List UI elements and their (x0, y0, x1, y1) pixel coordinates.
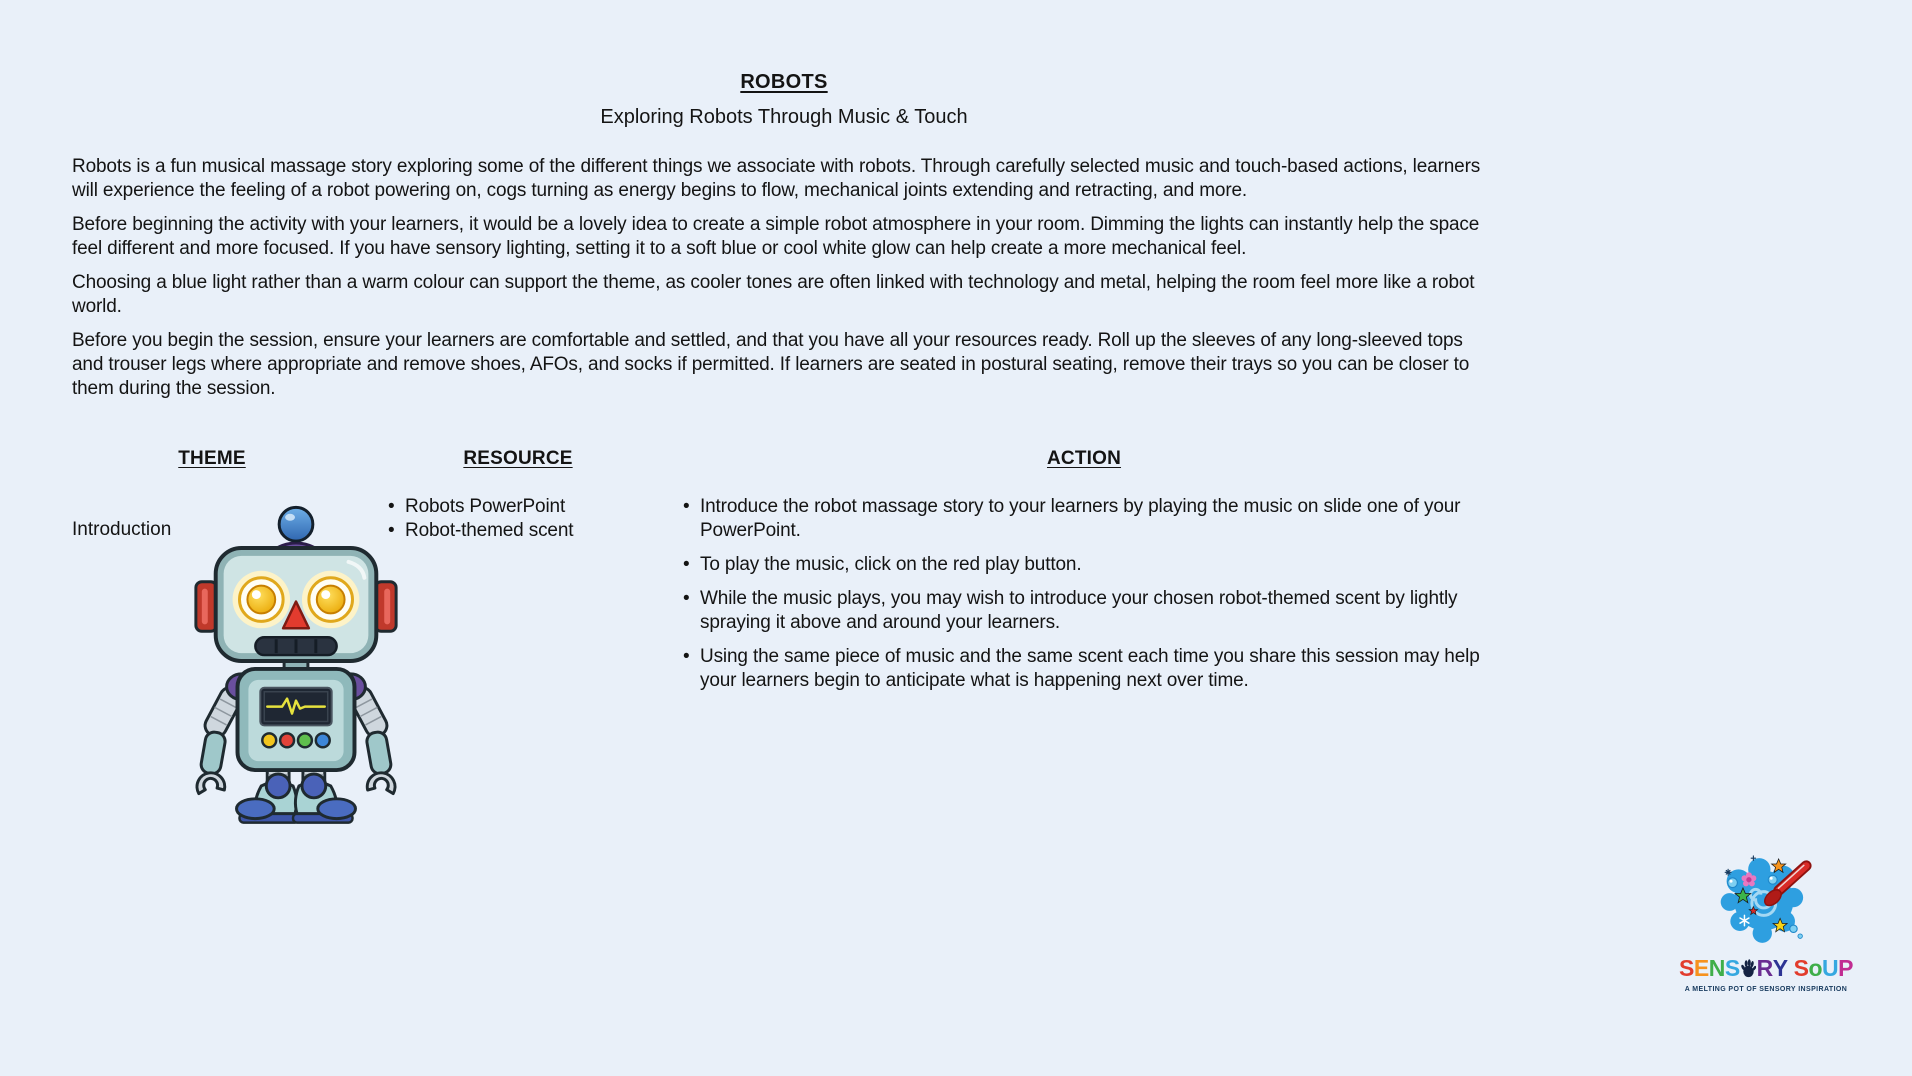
robot-mouth (255, 637, 336, 655)
body-paragraph: Choosing a blue light rather than a warm colour can support the theme, as cooler tones are often linked with technology and metal, helping the room feel more like a robot world. (72, 272, 1475, 317)
sensory-soup-logo-graphic (1710, 850, 1822, 954)
action-column-header: ACTION (1046, 448, 1122, 469)
handprint-icon (1741, 958, 1756, 978)
logo-letter: S (1724, 955, 1740, 981)
logo-letter: o (1808, 955, 1823, 981)
logo-tagline: A MELTING POT OF SENSORY INSPIRATION (1684, 986, 1848, 993)
page-title: ROBOTS (740, 71, 828, 93)
resource-list (383, 495, 658, 543)
body-paragraph: Robots is a fun musical massage story exploring some of the different things we associate with robots. Through carefully selected music and touch-based actions, learners will experience the feeling of a robot powering on, cogs turning as energy begins to flow, mechanical joints extending and retracting, and more. (72, 156, 1481, 201)
robot-left-eye (233, 571, 290, 628)
resource-column-header: RESOURCE (463, 448, 573, 469)
intro-paragraphs (72, 155, 1496, 411)
logo-letter: P (1838, 955, 1853, 981)
logo-brand-text (1678, 955, 1854, 983)
body-paragraph: Before beginning the activity with your learners, it would be a lovely idea to create a simple robot atmosphere in your room. Dimming the lights can instantly help the space feel different and more focused. If you have sensory lighting, setting it to a soft blue or cool white glow can help create a more mechanical feel. (72, 214, 1480, 259)
logo-letter: U (1822, 955, 1839, 981)
sensory-soup-logo (1678, 850, 1854, 993)
theme-cell: Introduction (72, 519, 172, 540)
action-list (678, 495, 1493, 703)
logo-letter: Y (1772, 955, 1788, 981)
logo-letter: S (1793, 955, 1809, 981)
robot-right-eye (302, 571, 359, 628)
logo-letter: N (1708, 955, 1725, 981)
action-item: • Using the same piece of music and the same scent each time you share this session may help your learners begin to anticipate what is happening next over time. (678, 645, 1493, 693)
logo-letter: R (1756, 955, 1773, 981)
action-item: • While the music plays, you may wish to introduce your chosen robot-themed scent by lightly spraying it above and around your learners. (678, 587, 1493, 635)
page-subtitle: Exploring Robots Through Music & Touch (600, 106, 968, 128)
resource-item: • Robots PowerPoint (383, 495, 658, 519)
body-paragraph: Before you begin the session, ensure your learners are comfortable and settled, and that you have all your resources ready. Roll up the sleeves of any long-sleeved tops and trouser legs where appropriate and remove shoes, AFOs, and socks if permitted. If learners are seated in postural seating, remove their trays so you can be closer to them during the session. (72, 330, 1470, 399)
robot-right-boot (293, 774, 355, 823)
logo-letter: S (1679, 955, 1694, 981)
robot-left-boot (237, 774, 299, 823)
handprint-icon-wrap (1741, 957, 1756, 983)
action-item: • Introduce the robot massage story to your learners by playing the music on slide one of your PowerPoint. (678, 495, 1493, 543)
robot-illustration (182, 498, 410, 826)
action-item: • To play the music, click on the red play button. (678, 553, 1493, 577)
theme-column-header: THEME (178, 448, 246, 469)
resource-item: • Robot-themed scent (383, 519, 658, 543)
robot-chest-screen (260, 688, 331, 726)
logo-letter: E (1693, 955, 1709, 981)
